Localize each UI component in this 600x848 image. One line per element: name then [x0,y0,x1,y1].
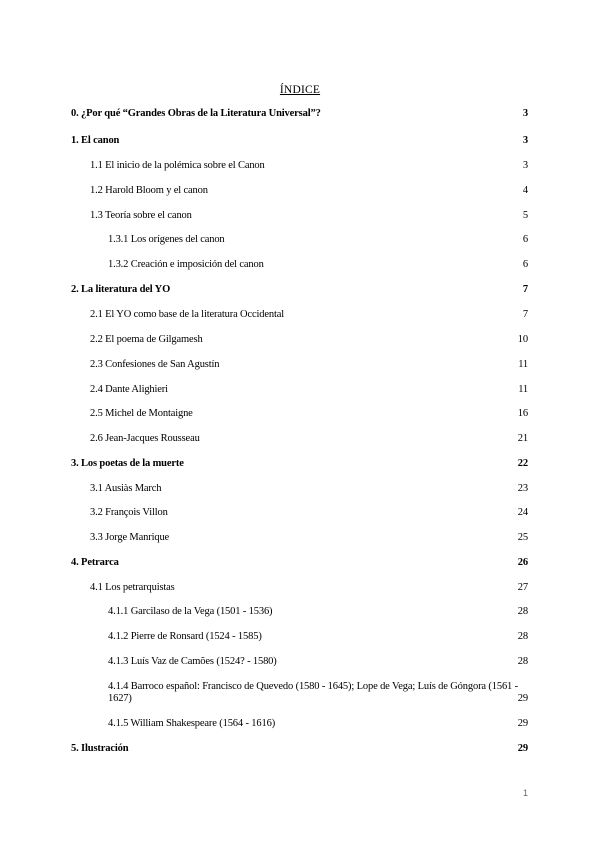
toc-entry-label: 2.6 Jean-Jacques Rousseau [90,433,200,444]
toc-entry-label: 2.5 Michel de Montaigne [90,408,193,419]
toc-entry-page: 26 [517,557,528,568]
toc-entry-page: 22 [517,458,528,469]
toc-entry-page: 21 [517,433,528,444]
toc-entry-page: 5 [522,210,528,221]
toc-entry-label: 3.2 François Villon [90,507,168,518]
toc-entry-page: 11 [518,384,528,395]
toc-entry-label: 0. ¿Por qué “Grandes Obras de la Literatura Universal”? [71,108,321,119]
toc-entry-label: 2. La literatura del YO [71,284,171,295]
toc-entry-label: 4.1.4 Barroco español: Francisco de Quevedo (1580 - 1645); Lope de Vega; Luís de Góngora (1561 - 1627) [108,681,518,704]
toc-entry-label: 2.1 El YO como base de la literatura Occidental [90,309,285,320]
toc-entry-page: 7 [522,284,528,295]
toc-entry-page: 29 [517,693,528,704]
toc-entry-label: 1.1 El inicio de la polémica sobre el Canon [90,160,265,171]
toc-entry-label: 4.1.5 William Shakespeare (1564 - 1616) [108,718,276,729]
toc-entry-label: 5. Ilustración [71,743,129,754]
toc-entry-page: 28 [517,606,528,617]
page-number: 1 [522,788,528,798]
toc-entry-page: 11 [518,359,528,370]
toc-entry-label: 4. Petrarca [71,557,119,568]
toc-entry-page: 29 [517,743,528,754]
toc-entry-page: 3 [522,135,528,146]
toc-entry-page: 27 [517,582,528,593]
toc-entry-page: 3 [522,160,528,171]
toc-entry-page: 6 [522,234,528,245]
toc-entry-label: 1.3.2 Creación e imposición del canon [108,259,264,270]
toc-entry-page: 23 [517,483,528,494]
toc-entry-page: 24 [517,507,528,518]
toc-entry-page: 28 [517,631,528,642]
toc-entry-label: 2.4 Dante Alighieri [90,384,168,395]
toc-entry-page: 29 [517,718,528,729]
toc-entry-label: 2.2 El poema de Gilgamesh [90,334,203,345]
toc-title: ÍNDICE [279,84,321,96]
toc-entry-page: 7 [522,309,528,320]
toc-entry-label: 1.3.1 Los orígenes del canon [108,234,225,245]
toc-entry-label: 1.2 Harold Bloom y el canon [90,185,208,196]
toc-entry-page: 28 [517,656,528,667]
toc-entry-label: 2.3 Confesiones de San Agustín [90,359,220,370]
toc-entry-page: 25 [517,532,528,543]
toc-entry-label: 4.1 Los petrarquistas [90,582,175,593]
toc-entry-page: 10 [517,334,528,345]
toc-entry-page: 4 [522,185,528,196]
toc-entry-label: 4.1.3 Luís Vaz de Camões (1524? - 1580) [108,656,277,667]
toc-entry-label: 1.3 Teoría sobre el canon [90,210,192,221]
toc-entry-label: 4.1.2 Pierre de Ronsard (1524 - 1585) [108,631,262,642]
toc-entry-label: 3.1 Ausiàs March [90,483,162,494]
toc-entry-label: 3.3 Jorge Manrique [90,532,170,543]
toc-entry-page: 16 [517,408,528,419]
toc-entry-label: 1. El canon [71,135,120,146]
toc-entry-page: 6 [522,259,528,270]
toc-entry-label: 3. Los poetas de la muerte [71,458,184,469]
toc-entry-page: 3 [522,108,528,119]
toc-entry-label: 4.1.1 Garcilaso de la Vega (1501 - 1536) [108,606,273,617]
